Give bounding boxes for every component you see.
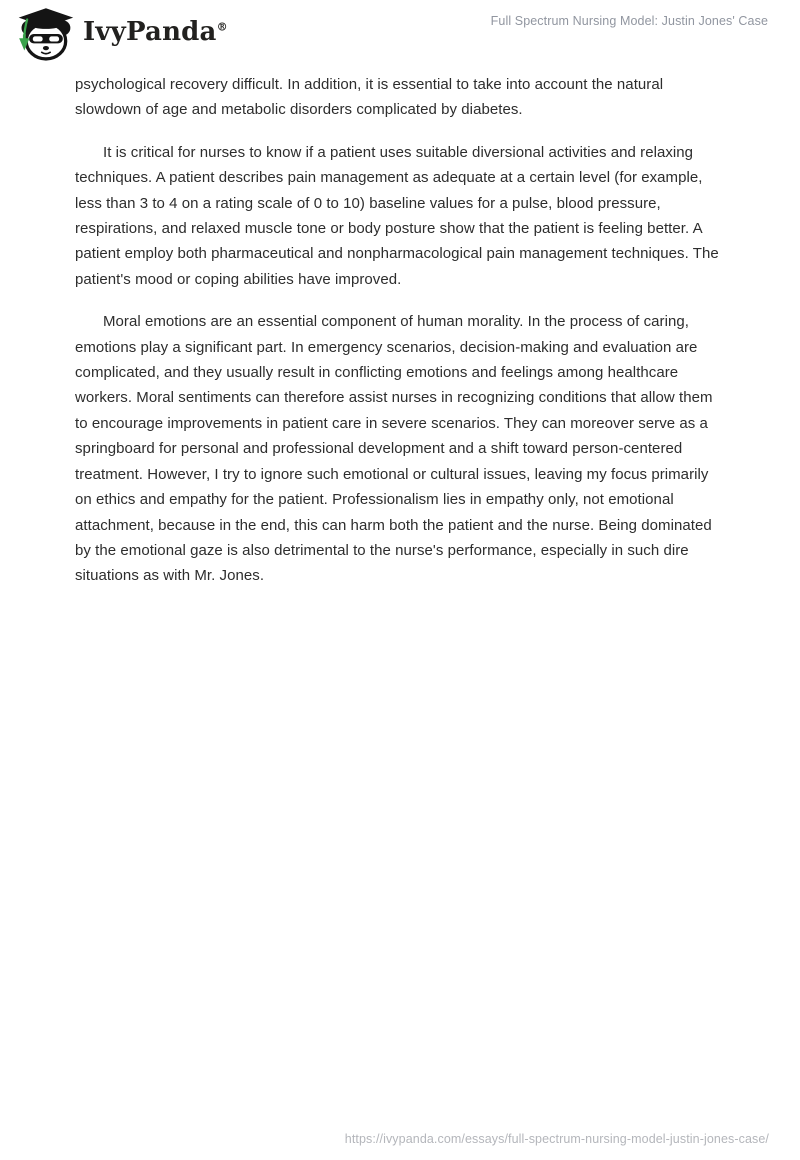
essay-paragraph: psychological recovery difficult. In addition, it is essential to take into account the natural slowdown of age and metabolic disorders complicated by diabetes.: [75, 76, 664, 119]
panda-graduate-icon: [14, 7, 76, 62]
source-url-link[interactable]: https://ivypanda.com/essays/full-spectrum-nursing-model-justin-jones-case/: [344, 1132, 769, 1146]
ivypanda-logo: [14, 7, 228, 62]
essay-body: [75, 72, 725, 606]
logo-wordmark: [83, 16, 228, 51]
essay-paragraph: Moral emotions are an essential component of human morality. In the process of caring, emotions play a significant part. In emergency scenarios, decision-making and evaluation are complicated, and they usually result in conflicting emotions and feelings among healthcare workers. Moral sentiments can therefore assist nurses in recognizing conditions that allow them to encourage improvements in patient care in severe scenarios. They can moreover serve as a springboard for personal and professional development and a shift toward person-centered treatment. However, I try to ignore such emotional or cultural issues, leaving my focus primarily on ethics and empathy for the patient. Professionalism lies in empathy only, not emotional attachment, because in the end, this can harm both the patient and the nurse. Being dominated by the emotional gaze is also detrimental to the nurse's performance, especially in such dire situations as with Mr. Jones.: [75, 313, 713, 585]
essay-paragraph: It is critical for nurses to know if a patient uses suitable diversional activities and relaxing techniques. A patient describes pain management as adequate at a certain level (for example, less than 3 to 4 on a rating scale of 0 to 10) baseline values for a pulse, blood pressure, respirations, and relaxed muscle tone or body posture show that the patient is feeling better. A patient employ both pharmaceutical and nonpharmacological pain management techniques. The patient's mood or coping abilities have improved.: [75, 143, 719, 288]
registered-trademark-symbol: ®: [216, 19, 228, 33]
logo-wordmark-text: IvyPanda: [83, 16, 217, 47]
document-title: Full Spectrum Nursing Model: Justin Jones' Case: [490, 14, 768, 28]
